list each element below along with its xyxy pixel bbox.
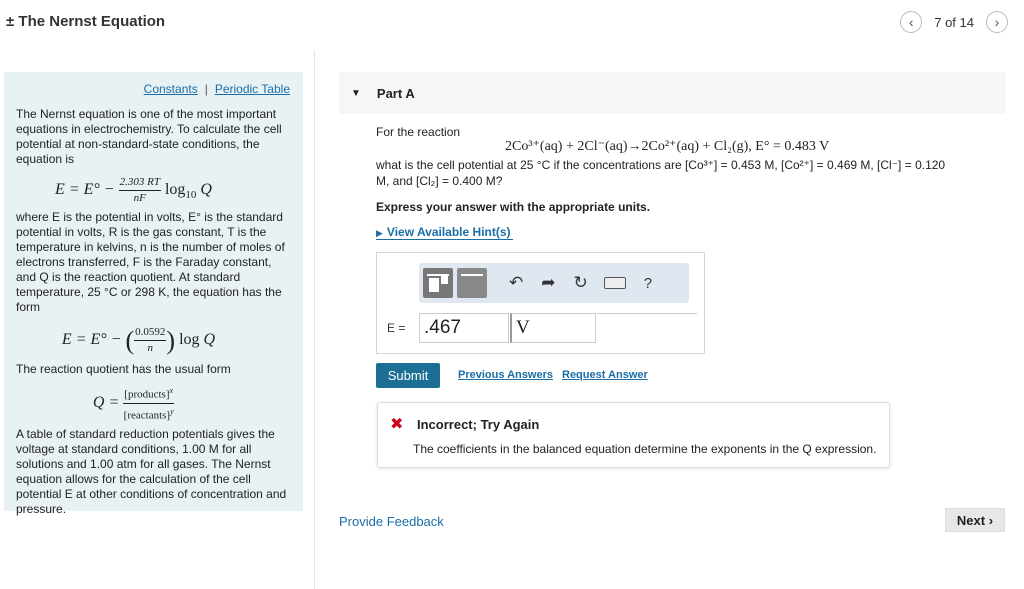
request-answer-link[interactable]: Request Answer <box>562 369 648 381</box>
link-separator: | <box>204 82 208 96</box>
intro-text: The Nernst equation is one of the most important equations in electrochemistry. To calculate the cell potential at non-standard-state conditions, the equation is <box>16 107 282 166</box>
hint-link-label: View Available Hint(s) <box>386 225 511 239</box>
submit-button[interactable]: Submit <box>376 363 440 388</box>
x-icon: ✖ <box>390 416 404 433</box>
final-text: A table of standard reduction potentials gives the voltage at standard conditions, 1.00 M for all solutions and 1.00 atm for all gases. The Nernst equation allows for the calculation of the cell potential E at other conditions of concentration and pressure. <box>16 427 287 517</box>
answer-box <box>376 252 705 354</box>
chevron-right-icon: › <box>988 512 994 528</box>
reset-icon[interactable]: ↻ <box>573 273 588 292</box>
for-reaction-text: For the reaction <box>376 125 461 139</box>
view-hints-link[interactable] <box>376 225 513 240</box>
reaction-equation: 2Co³⁺(aq) + 2Cl⁻(aq)→2Co²⁺(aq) + Cl₂(g), E° = 0.483 V <box>505 139 830 154</box>
redo-icon[interactable]: ➦ <box>541 273 556 292</box>
constants-link[interactable]: Constants <box>143 82 198 96</box>
nernst-equation-298k: E = E° − ( $\frac{0.0592}{n}$ ) log Q <box>61 326 216 355</box>
part-a-header[interactable] <box>339 72 1006 114</box>
chevron-right-icon[interactable]: › <box>986 11 1008 33</box>
help-icon[interactable]: ? <box>643 274 653 292</box>
feedback-box <box>377 402 890 468</box>
answer-value-input[interactable]: .467 <box>419 313 509 343</box>
previous-answers-link[interactable]: Previous Answers <box>458 369 553 381</box>
page-count: 7 of 14 <box>934 14 974 30</box>
pager <box>900 11 1008 33</box>
answer-unit-input[interactable]: V <box>510 313 596 343</box>
question-line-2: M, and [Cl₂] = 0.400 M? <box>376 174 503 188</box>
chevron-left-icon[interactable]: ‹ <box>900 11 922 33</box>
column-divider <box>314 50 315 589</box>
answer-label: E = <box>387 321 406 335</box>
undo-icon[interactable]: ↶ <box>509 273 524 292</box>
periodic-table-link[interactable]: Periodic Table <box>214 82 290 96</box>
templates-icon[interactable] <box>423 268 453 298</box>
sidebar-panel <box>4 72 303 517</box>
question-line-1: what is the cell potential at 25 °C if the concentrations are [Co³⁺] = 0.453 M, [Co²⁺] = 0.469 M, [Cl⁻] = 0.120 <box>376 158 946 172</box>
where-text: where E is the potential in volts, E° is the standard potential in volts, R is the gas constant, T is the temperature in kelvins, n is the number of moles of electrons transferred, F is the Faraday constant, and Q is the reaction quotient. At standard temperature, 25 °C or 298 K, the equation has the form <box>16 210 285 314</box>
math-toolbar <box>419 263 689 303</box>
part-label: Part A <box>376 85 415 101</box>
expand-arrow-icon: ▶ <box>376 228 383 238</box>
next-button[interactable] <box>945 508 1005 532</box>
collapse-triangle-icon[interactable]: ▼ <box>351 87 361 99</box>
keyboard-icon[interactable] <box>604 277 626 289</box>
feedback-title: Incorrect; Try Again <box>417 417 540 432</box>
provide-feedback-link[interactable]: Provide Feedback <box>339 514 444 529</box>
instruction-text: Express your answer with the appropriate units. <box>376 200 651 214</box>
quotient-text: The reaction quotient has the usual form <box>16 362 231 376</box>
feedback-message: The coefficients in the balanced equation determine the exponents in the Q expression. <box>413 442 877 456</box>
unit-underline <box>597 313 697 314</box>
reaction-quotient-equation: Q = $\frac{[products]^x}{[reactants]^y}$ <box>0 383 291 423</box>
nernst-equation: E = E° − $\frac{2.303 RT}{nF}$ $\log_{10} Q$ <box>55 176 212 204</box>
page-title: ± The Nernst Equation <box>6 13 166 30</box>
symbols-icon[interactable] <box>457 268 487 298</box>
resource-links <box>16 82 290 97</box>
next-label: Next <box>956 512 986 528</box>
